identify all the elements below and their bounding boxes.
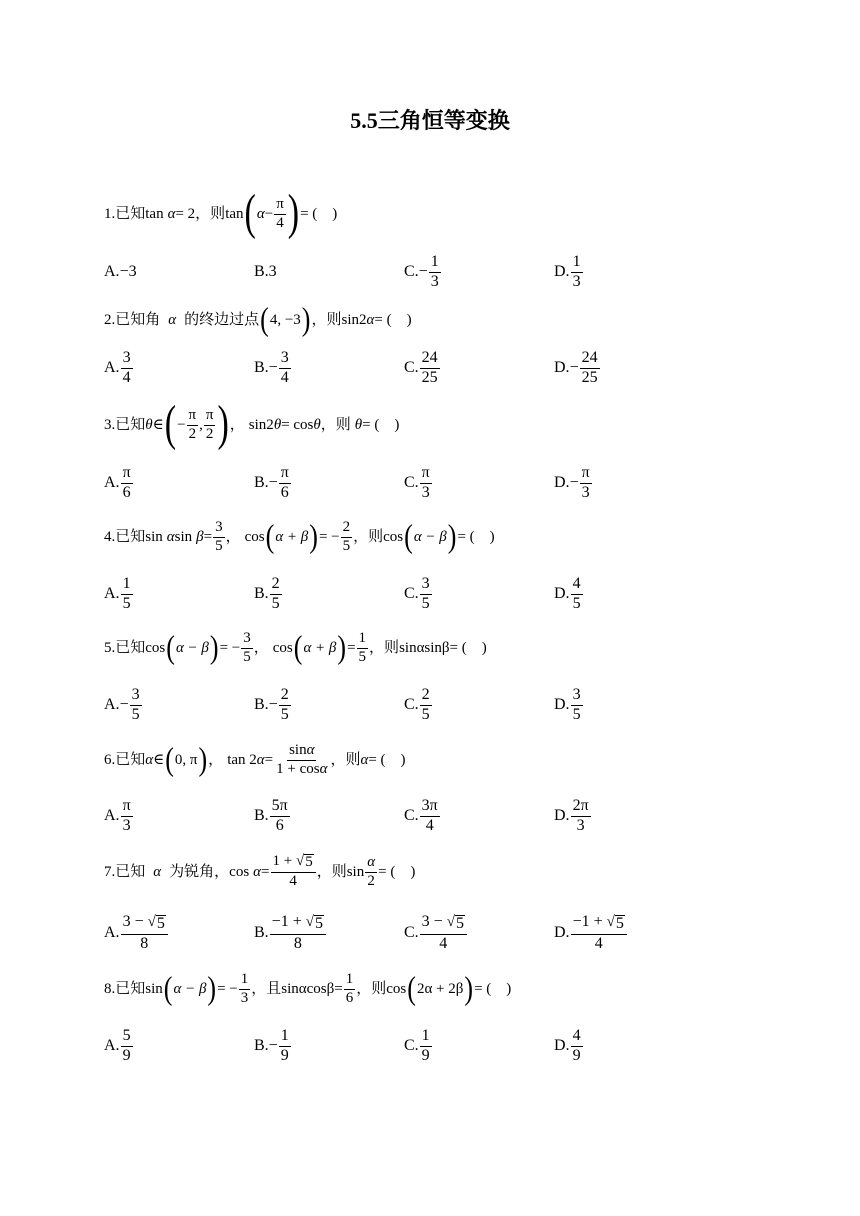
options-3 [104,459,804,507]
option-b[interactable]: B. $\frac{2}{5}$ [254,574,280,612]
options-4 [104,570,804,618]
option-b[interactable]: B. − $\frac{3}{4}$ [254,348,289,386]
option-c[interactable]: C. $\frac{1}{9}$ [404,1026,430,1064]
option-b[interactable]: B. − $\frac{2}{5}$ [254,685,289,723]
page-title: 5.5三角恒等变换 [350,108,510,133]
option-b[interactable]: B. $\frac{5\pi}{6}$ [254,796,288,834]
options-5 [104,681,804,729]
option-b[interactable]: B. 3 [254,263,277,280]
option-c[interactable]: C. $\frac{\pi}{3}$ [404,463,430,501]
option-b[interactable]: B. − $\frac{\pi}{6}$ [254,463,289,501]
option-d[interactable]: D. $\frac{4}{5}$ [554,574,581,612]
options-8 [104,1022,804,1070]
question-1: 1.已知 tan α = 2，则 tan ( α − $\frac{\pi}{4}$ ) = ( ) [104,186,338,241]
question-prefix: 6.已知 [104,751,146,768]
option-d[interactable]: D. −1 + √ 5 4 [554,909,628,957]
option-a[interactable]: A. − $\frac{3}{5}$ [104,685,140,723]
option-d[interactable]: D. − $\frac{24}{25}$ [554,348,598,386]
option-c[interactable]: C. $\frac{24}{25}$ [404,348,438,386]
option-a[interactable]: A. $\frac{1}{5}$ [104,574,131,612]
question-prefix: 4.已知 [104,528,146,545]
option-d[interactable]: D. $\frac{3}{5}$ [554,685,581,723]
question-8: 8.已知 sin ( α − β ) = − $\frac{1}{3}$ ，且 sinαcosβ = $\frac{1}{6}$ ，则 cos ( 2α + 2β ) = ( ) [104,970,512,1007]
question-2: 2.已知角 α 的终边过点 ( 4, −3 ) ，则 sin2 α = ( ) [104,301,412,338]
option-d[interactable]: D. $\frac{1}{3}$ [554,252,581,290]
option-c[interactable]: C. $\frac{3}{5}$ [404,574,430,612]
question-prefix: 3.已知 [104,416,146,433]
question-6: 6.已知 α ∈ ( 0, π ) ， tan 2 α = $\frac{\sin\alpha}{1 + \cos\alpha}$ ，则 α = ( ) [104,741,406,778]
option-c[interactable]: C. $\frac{2}{5}$ [404,685,430,723]
question-3: 3.已知 θ ∈ ( − $\frac{\pi}{2}$ , $\frac{\pi}{2}$ ) ， sin2 θ = cos θ ，则 θ = ( ) [104,397,400,452]
question-prefix: 2.已知角 [104,311,161,328]
question-prefix: 1.已知 [104,205,146,222]
option-b[interactable]: B. − $\frac{1}{9}$ [254,1026,289,1064]
option-d[interactable]: D. $\frac{2\pi}{3}$ [554,796,589,834]
fraction: $\frac{\pi}{4}$ [276,195,284,231]
question-prefix: 8.已知 [104,980,146,997]
option-a[interactable]: A. $\frac{3}{4}$ [104,348,131,386]
option-a[interactable]: A. $\frac{\pi}{3}$ [104,796,131,834]
option-d[interactable]: D. − $\frac{\pi}{3}$ [554,463,590,501]
option-a[interactable]: A. $\frac{\pi}{6}$ [104,463,131,501]
question-prefix: 5.已知 [104,639,146,656]
option-c[interactable]: C. − $\frac{1}{3}$ [404,252,439,290]
option-c[interactable]: C. $\frac{3\pi}{4}$ [404,796,438,834]
question-5: 5.已知 cos ( α − β ) = − $\frac{3}{5}$ ， cos ( α + β ) = $\frac{1}{5}$ ，则 sinαsinβ = ( ) [104,629,487,666]
option-b[interactable]: B. −1 + √ 5 8 [254,909,327,957]
option-c[interactable]: C. 3 − √ 5 4 [404,909,468,957]
options-1 [104,248,804,296]
option-a[interactable]: A. 3 − √ 5 8 [104,909,169,957]
option-d[interactable]: D. $\frac{4}{9}$ [554,1026,581,1064]
question-prefix: 7.已知 [104,863,146,880]
option-a[interactable]: A. $\frac{5}{9}$ [104,1026,131,1064]
option-a[interactable]: A. − 3 [104,263,137,280]
options-2 [104,344,804,392]
question-4: 4.已知 sin α sin β = $\frac{3}{5}$ ， cos ( α + β ) = − $\frac{2}{5}$ ，则 cos ( α − β ) = ( ) [104,518,495,555]
question-7: 7.已知 α 为锐角， cos α = 1 + √ 5 4 ，则 sin $\frac{\alpha}{2}$ = ( ) [104,853,416,889]
options-6 [104,792,804,840]
options-7 [104,909,804,957]
